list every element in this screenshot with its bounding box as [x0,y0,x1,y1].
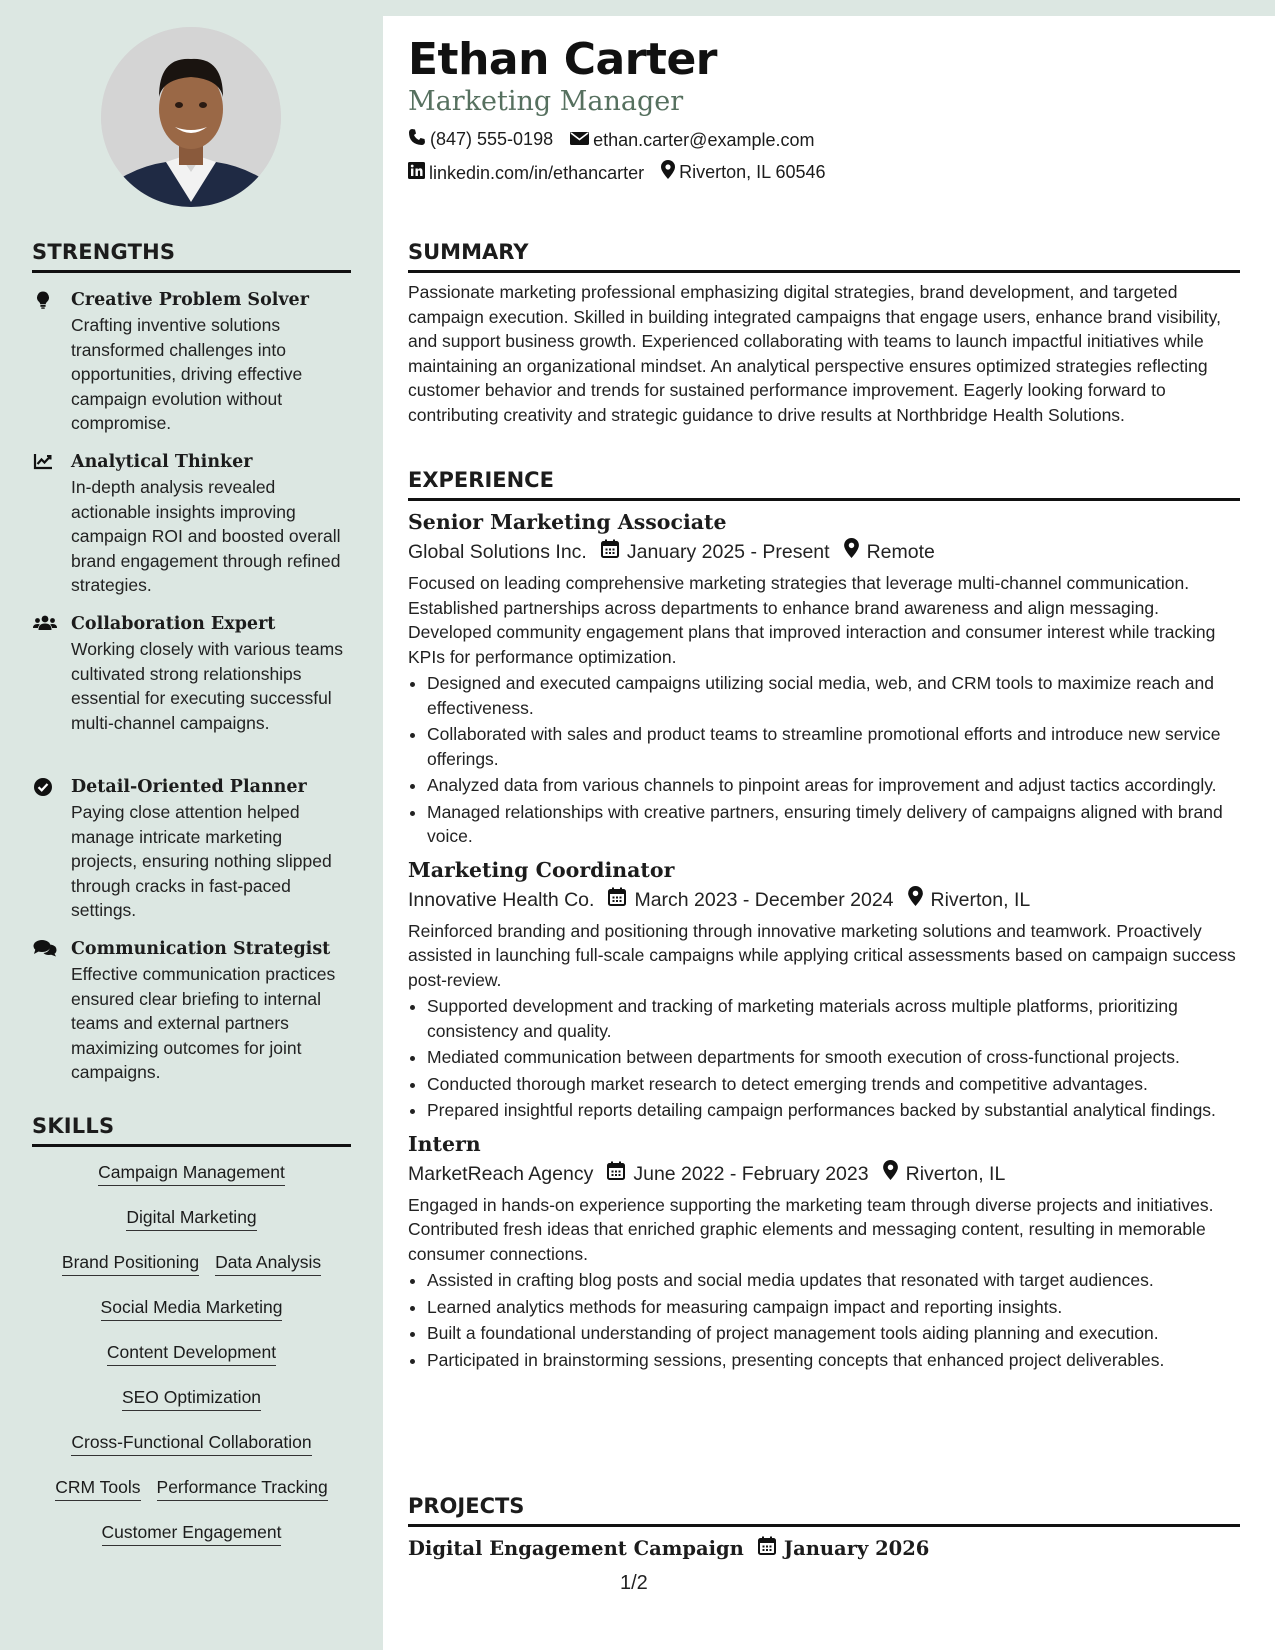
summary-heading: SUMMARY [408,240,1240,273]
strengths-heading: STRENGTHS [32,240,351,273]
bullet-item: • Supported development and tracking of marketing materials across multiple platforms, prioritizing consistency and quality. [427,994,1240,1043]
job-dates: January 2025 - Present [626,541,830,563]
skill-tag: SEO Optimization [122,1386,261,1411]
job-location: Riverton, IL [930,888,1031,911]
job-bullets [408,994,1240,1123]
phone-icon [408,128,430,151]
project-name: Digital Engagement Campaign [408,1536,744,1560]
job-dates: March 2023 - December 2024 [634,888,894,911]
experience-section [408,468,1240,1374]
users-icon [33,614,55,634]
job-bullets [408,1268,1240,1372]
skill-tag: Campaign Management [98,1161,285,1186]
job-meta [408,885,1240,915]
contact-row [408,160,838,184]
email-contact[interactable] [570,130,814,151]
bullet-item: • Learned analytics methods for measuring campaign impact and reporting insights. [427,1295,1240,1320]
chart-line-icon [33,452,55,472]
skill-tag: Social Media Marketing [101,1296,283,1321]
linkedin-icon [408,162,429,184]
job-meta [408,1159,1240,1189]
strength-title: Detail-Oriented Planner [71,777,307,797]
summary-text: Passionate marketing professional emphasizing digital strategies, brand development, and targeted campaign execution. Skilled in building integrated campaigns that engage users, enhance brand visibility, and support business growth. Experienced collaborating with teams to launch impactful initiatives while maintaining an organizational mindset. An analytical perspective ensures optimized strategies reflecting customer behavior and trends for sustained performance improvement. Eagerly looking forward to contributing creativity and strategic guidance to drive results at Northbridge Health Solutions. [408,282,1221,425]
strength-title: Analytical Thinker [71,452,253,472]
map-pin-icon [869,1159,906,1189]
job-location: Riverton, IL [905,1162,1006,1185]
job-title-text: Marketing Coordinator [408,857,675,882]
calendar-icon [744,1536,784,1560]
calendar-icon [587,537,627,567]
projects-section [408,1494,1240,1560]
job-title: Marketing Manager [408,86,684,117]
job-title-text: Senior Marketing Associate [408,510,727,534]
strength-item [32,450,351,598]
bullet-item: • Mediated communication between departments for smooth execution of cross-functional projects. [427,1045,1240,1070]
job-meta [408,537,1240,567]
strength-desc: In-depth analysis revealed actionable insights improving campaign ROI and boosted overall brand engagement through refined strategies. [71,477,341,595]
map-pin-icon [830,537,867,567]
strength-title: Communication Strategist [71,939,331,959]
envelope-icon [570,130,593,151]
job-title-text: Intern [408,1131,481,1156]
job-description: Reinforced branding and positioning through innovative marketing solutions and teamwork. Proactively assisted in launching full-scale campaigns while applying critical assessments based on campaign success post-review. [408,920,1236,990]
phone-contact [408,128,553,151]
page-number: 1/2 [620,1572,648,1594]
bullet-item: • Participated in brainstorming sessions, presenting concepts that enhanced project deliverables. [427,1348,1240,1373]
skills-heading: SKILLS [32,1114,351,1147]
profile-photo [101,27,281,207]
linkedin-contact[interactable] [408,162,644,184]
calendar-icon [594,885,634,915]
company-name: MarketReach Agency [408,1162,594,1185]
strength-item [32,937,351,1085]
strength-item [32,775,351,923]
job-bullets [408,671,1240,849]
map-pin-icon [894,885,931,915]
job-entry [408,855,1240,1123]
location-contact [661,160,825,184]
map-pin-icon [661,160,679,184]
comments-icon [33,939,55,959]
project-date: January 2026 [783,1536,930,1560]
bullet-item: • Designed and executed campaigns utilizing social media, web, and CRM tools to maximize reach and effectiveness. [427,671,1240,720]
project-entry [408,1536,1240,1560]
skill-tag: CRM Tools [55,1476,140,1501]
skill-tag: Data Analysis [215,1251,321,1276]
experience-heading: EXPERIENCE [408,468,1240,501]
email-text[interactable]: ethan.carter@example.com [593,130,815,150]
skills-section [32,1114,351,1566]
bullet-item: • Collaborated with sales and product teams to streamline promotional efforts and introduce new service offerings. [427,722,1240,771]
job-entry [408,507,1240,849]
lightbulb-icon [33,290,55,310]
company-name: Innovative Health Co. [408,888,595,911]
strength-desc: Working closely with various teams cultivated strong relationships essential for executing successful multi-channel campaigns. [71,639,343,733]
bullet-item: • Conducted thorough market research to detect emerging trends and competitive advantages. [427,1072,1240,1097]
job-dates: June 2022 - February 2023 [633,1162,869,1185]
job-description: Focused on leading comprehensive marketing strategies that leverage multi-channel communication. Established partnerships across departments to enhance brand awareness and align messaging. Developed community engagement plans that improved interaction and consumer interest while tracking KPIs for performance optimization. [408,573,1216,667]
job-entry [408,1129,1240,1373]
strength-desc: Paying close attention helped manage intricate marketing projects, ensuring nothing slipped through cracks in fast-paced settings. [71,802,332,920]
strength-item [32,612,351,735]
calendar-icon [593,1159,633,1189]
bullet-item: • Assisted in crafting blog posts and social media updates that resonated with target audiences. [427,1268,1240,1293]
bullet-item: • Managed relationships with creative partners, ensuring timely delivery of campaigns aligned with brand voice. [427,800,1240,849]
bullet-item: • Built a foundational understanding of project management tools aiding planning and execution. [427,1321,1240,1346]
strength-title: Creative Problem Solver [71,290,309,310]
linkedin-text[interactable]: linkedin.com/in/ethancarter [429,162,645,183]
skill-tag: Content Development [107,1341,276,1366]
skill-tag: Performance Tracking [157,1476,328,1501]
skill-tag: Brand Positioning [62,1251,199,1276]
strength-title: Collaboration Expert [71,614,276,634]
candidate-name: Ethan Carter [408,34,718,85]
job-location: Remote [866,541,935,563]
skill-tag: Cross-Functional Collaboration [71,1431,311,1456]
bullet-item: • Prepared insightful reports detailing campaign performances backed by substantial analytical findings. [427,1098,1240,1123]
job-description: Engaged in hands-on experience supporting the marketing team through diverse projects and initiatives. Contributed fresh ideas that enriched graphic elements and messaging content, resulting in memorable consumer connections. [408,1194,1214,1264]
location-text: Riverton, IL 60546 [679,161,826,182]
bullet-item: • Analyzed data from various channels to pinpoint areas for improvement and adjust tactics accordingly. [427,773,1240,798]
strengths-section [32,240,351,273]
contact-row [408,128,826,151]
projects-heading: PROJECTS [408,1494,1240,1527]
summary-section [408,240,1240,427]
check-circle-icon [33,777,55,797]
phone-text: (847) 555-0198 [430,129,554,149]
skills-list [32,1161,351,1566]
strength-desc: Crafting inventive solutions transformed challenges into opportunities, driving effective campaign evolution without compromise. [71,315,303,433]
strength-item [32,288,351,436]
strength-desc: Effective communication practices ensured clear briefing to internal teams and external partners maximizing outcomes for joint campaigns. [71,964,336,1082]
company-name: Global Solutions Inc. [408,541,587,563]
skill-tag: Customer Engagement [102,1521,282,1546]
skill-tag: Digital Marketing [126,1206,256,1231]
